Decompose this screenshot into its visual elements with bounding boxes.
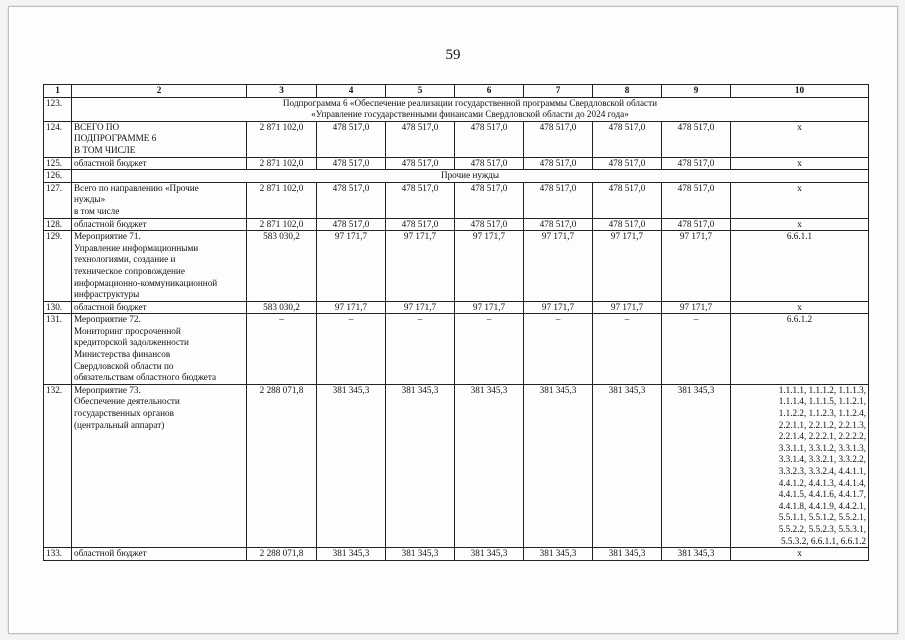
amount-cell: 97 171,7 <box>455 301 524 314</box>
column-number: 1 <box>44 85 72 98</box>
item-name: Мероприятие 71. Управление информационными технологиями, создание и техническое сопровождение информационно-коммуникационной инфраструктуры <box>72 231 247 302</box>
column-number: 5 <box>386 85 455 98</box>
amount-cell: 381 345,3 <box>386 384 455 547</box>
amount-cell: 97 171,7 <box>662 301 731 314</box>
row-number: 127. <box>44 182 72 218</box>
column-number-row <box>44 85 869 98</box>
item-name: областной бюджет <box>72 548 247 561</box>
amount-cell: 478 517,0 <box>386 157 455 170</box>
amount-cell: 478 517,0 <box>593 121 662 157</box>
amount-cell: 2 871 102,0 <box>247 182 317 218</box>
amount-cell: 478 517,0 <box>317 157 386 170</box>
row-number: 125. <box>44 157 72 170</box>
section-title: Подпрограмма 6 «Обеспечение реализации государственной программы Свердловской области «Управление государственными финансами Свердловской области до 2024 года» <box>72 97 869 121</box>
row-number: 131. <box>44 314 72 385</box>
table-row <box>44 121 869 157</box>
amount-cell: 478 517,0 <box>455 121 524 157</box>
amount-cell: 381 345,3 <box>524 384 593 547</box>
amount-cell: 381 345,3 <box>386 548 455 561</box>
target-code-cell: x <box>731 121 869 157</box>
amount-cell: 478 517,0 <box>593 182 662 218</box>
amount-cell: 381 345,3 <box>455 384 524 547</box>
amount-cell: 2 288 071,8 <box>247 548 317 561</box>
row-number: 129. <box>44 231 72 302</box>
amount-cell: 97 171,7 <box>524 301 593 314</box>
column-number: 9 <box>662 85 731 98</box>
amount-cell: 97 171,7 <box>524 231 593 302</box>
page-number: 59 <box>445 47 461 63</box>
amount-cell: – <box>524 314 593 385</box>
amount-cell: 478 517,0 <box>662 218 731 231</box>
amount-cell: 381 345,3 <box>524 548 593 561</box>
amount-cell: 97 171,7 <box>593 301 662 314</box>
table-row <box>44 301 869 314</box>
amount-cell: 2 871 102,0 <box>247 121 317 157</box>
amount-cell: 381 345,3 <box>593 548 662 561</box>
amount-cell: 2 871 102,0 <box>247 157 317 170</box>
amount-cell: – <box>662 314 731 385</box>
amount-cell: 97 171,7 <box>317 301 386 314</box>
table-row <box>44 157 869 170</box>
amount-cell: 97 171,7 <box>593 231 662 302</box>
target-code-cell: 1.1.1.1, 1.1.1.2, 1.1.1.3, 1.1.1.4, 1.1.1.5, 1.1.2.1, 1.1.2.2, 1.1.2.3, 1.1.2.4, 2.2.1.1, 2.2.1.2, 2.2.1.3, 2.2.1.4, 2.2.2.1, 2.2.2.2, 3.3.1.1, 3.3.1.2, 3.3.1.3, 3.3.1.4, 3.3.2.1, 3.3.2.2, 3.3.2.3, 3.3.2.4, 4.4.1.1, 4.4.1.2, 4.4.1.3, 4.4.1.4, 4.4.1.5, 4.4.1.6, 4.4.1.7, 4.4.1.8, 4.4.1.9, 4.4.2.1, 5.5.1.1, 5.5.1.2, 5.5.2.1, 5.5.2.2, 5.5.2.3, 5.5.3.1, 5.5.3.2, 6.6.1.1, 6.6.1.2 <box>731 384 869 547</box>
amount-cell: 2 871 102,0 <box>247 218 317 231</box>
amount-cell: – <box>317 314 386 385</box>
amount-cell: 381 345,3 <box>662 548 731 561</box>
table-row <box>44 384 869 547</box>
item-name: Мероприятие 72. Мониторинг просроченной кредиторской задолженности Министерства финансов Свердловской области по обязательствам областного бюджета <box>72 314 247 385</box>
budget-table <box>43 84 869 561</box>
column-number: 7 <box>524 85 593 98</box>
section-row <box>44 97 869 121</box>
row-number: 126. <box>44 170 72 183</box>
amount-cell: 478 517,0 <box>662 121 731 157</box>
target-code-cell: x <box>731 182 869 218</box>
column-number: 2 <box>72 85 247 98</box>
target-code-cell: 6.6.1.2 <box>731 314 869 385</box>
table-row <box>44 182 869 218</box>
amount-cell: 478 517,0 <box>317 182 386 218</box>
column-number: 8 <box>593 85 662 98</box>
amount-cell: 478 517,0 <box>593 157 662 170</box>
amount-cell: 583 030,2 <box>247 301 317 314</box>
amount-cell: 2 288 071,8 <box>247 384 317 547</box>
amount-cell: 97 171,7 <box>317 231 386 302</box>
column-number: 4 <box>317 85 386 98</box>
target-code-cell: x <box>731 548 869 561</box>
row-number: 132. <box>44 384 72 547</box>
column-number: 6 <box>455 85 524 98</box>
amount-cell: 97 171,7 <box>386 301 455 314</box>
item-name: Всего по направлению «Прочие нужды» в том числе <box>72 182 247 218</box>
amount-cell: 97 171,7 <box>455 231 524 302</box>
item-name: областной бюджет <box>72 157 247 170</box>
section-title: Прочие нужды <box>72 170 869 183</box>
row-number: 128. <box>44 218 72 231</box>
amount-cell: 381 345,3 <box>593 384 662 547</box>
item-name: Мероприятие 73. Обеспечение деятельности государственных органов (центральный аппарат) <box>72 384 247 547</box>
amount-cell: 478 517,0 <box>524 121 593 157</box>
target-code-cell: x <box>731 301 869 314</box>
amount-cell: 381 345,3 <box>662 384 731 547</box>
target-code-cell: x <box>731 157 869 170</box>
section-row <box>44 170 869 183</box>
row-number: 130. <box>44 301 72 314</box>
amount-cell: 97 171,7 <box>662 231 731 302</box>
amount-cell: 381 345,3 <box>317 548 386 561</box>
column-number: 3 <box>247 85 317 98</box>
table-row <box>44 548 869 561</box>
amount-cell: – <box>386 314 455 385</box>
document-page <box>8 6 898 634</box>
item-name: областной бюджет <box>72 218 247 231</box>
column-number: 10 <box>731 85 869 98</box>
amount-cell: 478 517,0 <box>662 182 731 218</box>
table-row <box>44 231 869 302</box>
amount-cell: – <box>593 314 662 385</box>
amount-cell: 478 517,0 <box>662 157 731 170</box>
amount-cell: 381 345,3 <box>455 548 524 561</box>
item-name: областной бюджет <box>72 301 247 314</box>
amount-cell: 381 345,3 <box>317 384 386 547</box>
amount-cell: 97 171,7 <box>386 231 455 302</box>
amount-cell: 478 517,0 <box>524 157 593 170</box>
amount-cell: 478 517,0 <box>524 182 593 218</box>
table-row <box>44 314 869 385</box>
row-number: 133. <box>44 548 72 561</box>
amount-cell: 583 030,2 <box>247 231 317 302</box>
amount-cell: 478 517,0 <box>386 121 455 157</box>
amount-cell: – <box>455 314 524 385</box>
amount-cell: 478 517,0 <box>524 218 593 231</box>
amount-cell: 478 517,0 <box>317 218 386 231</box>
amount-cell: 478 517,0 <box>386 218 455 231</box>
item-name: ВСЕГО ПО ПОДПРОГРАММЕ 6 В ТОМ ЧИСЛЕ <box>72 121 247 157</box>
table-row <box>44 218 869 231</box>
amount-cell: 478 517,0 <box>317 121 386 157</box>
amount-cell: 478 517,0 <box>386 182 455 218</box>
amount-cell: 478 517,0 <box>455 182 524 218</box>
target-code-cell: 6.6.1.1 <box>731 231 869 302</box>
row-number: 124. <box>44 121 72 157</box>
row-number: 123. <box>44 97 72 121</box>
amount-cell: 478 517,0 <box>593 218 662 231</box>
target-code-cell: x <box>731 218 869 231</box>
amount-cell: 478 517,0 <box>455 218 524 231</box>
amount-cell: – <box>247 314 317 385</box>
amount-cell: 478 517,0 <box>455 157 524 170</box>
